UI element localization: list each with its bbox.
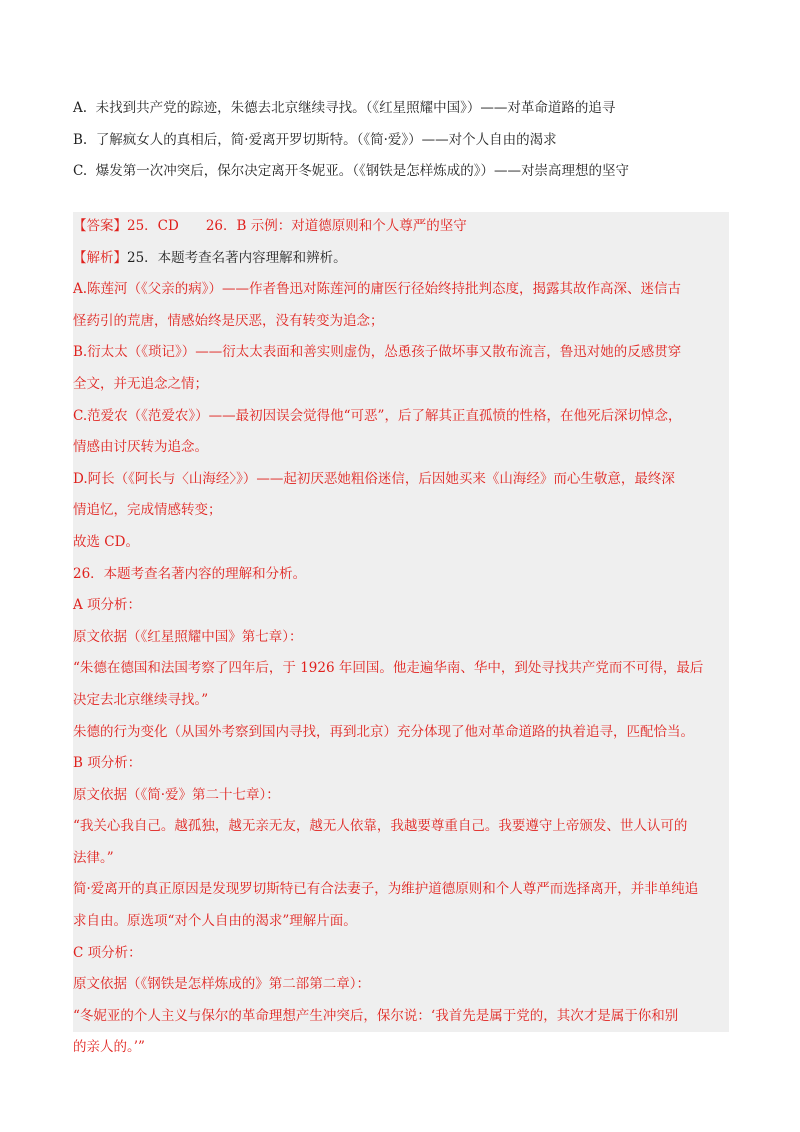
analysis-line: “我关心我自己。越孤独，越无亲无友，越无人依靠，我越要尊重自己。我要遵守上帝颁发、世人认可的 bbox=[73, 818, 688, 835]
analysis-line: “朱德在德国和法国考察了四年后，于 1926 年回国。他走遍华南、华中，到处寻找共产党而不可得，最后 bbox=[73, 660, 704, 677]
analysis-line: C.范爱农（《范爱农》）——最初因误会觉得他“可恶”，后了解其正直孤愤的性格，在他死后深切悼念， bbox=[73, 407, 682, 424]
analysis-line: B 项分析： bbox=[73, 755, 142, 772]
analysis-line: “冬妮亚的个人主义与保尔的革命理想产生冲突后，保尔说：‘我首先是属于党的，其次才是属于你和别 bbox=[73, 1007, 679, 1024]
analysis-line: 怪药引的荒唐，情感始终是厌恶，没有转变为追念； bbox=[73, 312, 384, 329]
question-options bbox=[73, 98, 733, 193]
analysis-line: 决定去北京继续寻找。” bbox=[73, 691, 209, 708]
analysis-line: B.衍太太（《琐记》）——衍太太表面和善实则虚伪，怂恿孩子做坏事又散布流言，鲁迅对她的反感贯穿 bbox=[73, 344, 682, 361]
analysis-intro: 25．本题考查名著内容理解和辨析。 bbox=[127, 249, 347, 266]
analysis-line: 简·爱离开的真正原因是发现罗切斯特已有合法妻子，为维护道德原则和个人尊严而选择离开，并非单纯追 bbox=[73, 881, 699, 898]
analysis-line: 全文，并无追念之情； bbox=[73, 375, 208, 392]
analysis-intro-line bbox=[73, 248, 729, 280]
analysis-line: A 项分析： bbox=[73, 597, 142, 614]
analysis-line: D.阿长（《阿长与〈山海经〉》）——起初厌恶她粗俗迷信，后因她买来《山海经》而心生敬意，最终深 bbox=[73, 470, 675, 487]
analysis-line: C 项分析： bbox=[73, 944, 142, 961]
analysis-line: 的亲人的。’” bbox=[73, 1039, 145, 1056]
analysis-line: 原文依据（《简·爱》第二十七章）： bbox=[73, 786, 280, 803]
analysis-line: A.陈莲河（《父亲的病》）——作者鲁迅对陈莲河的庸医行径始终持批判态度，揭露其故作高深、迷信古 bbox=[73, 281, 682, 298]
analysis-tag: 【解析】 bbox=[73, 249, 127, 266]
answer-analysis-box bbox=[73, 212, 729, 1056]
answer-tag: 【答案】 bbox=[73, 218, 127, 234]
analysis-line: 26．本题考查名著内容的理解和分析。 bbox=[73, 565, 307, 582]
analysis-line: 原文依据（《钢铁是怎样炼成的》第二部第二章）： bbox=[73, 976, 370, 993]
analysis-line: 情追忆，完成情感转变； bbox=[73, 502, 222, 519]
analysis-line: 情感由讨厌转为追念。 bbox=[73, 439, 208, 456]
option-a: A. 未找到共产党的踪迹，朱德去北京继续寻找。（《红星照耀中国》）——对革命道路的追寻 bbox=[73, 100, 616, 116]
option-b: B. 了解疯女人的真相后，简·爱离开罗切斯特。（《简·爱》）——对个人自由的渴求 bbox=[73, 131, 557, 148]
analysis-line: 求自由。原选项“对个人自由的渴求”理解片面。 bbox=[73, 913, 357, 930]
analysis-line: 法律。” bbox=[73, 849, 114, 866]
analysis-line: 原文依据（《红星照耀中国》第七章）： bbox=[73, 628, 303, 645]
option-c: C. 爆发第一次冲突后，保尔决定离开冬妮亚。（《钢铁是怎样炼成的》）——对崇高理想的坚守 bbox=[73, 163, 629, 179]
answer-text: 25．CD 26．B 示例：对道德原则和个人尊严的坚守 bbox=[127, 218, 467, 234]
analysis-line: 故选 CD。 bbox=[73, 533, 139, 550]
analysis-line: 朱德的行为变化（从国外考察到国内寻找，再到北京）充分体现了他对革命道路的执着追寻，匹配恰当。 bbox=[73, 723, 694, 740]
answer-line bbox=[73, 216, 729, 248]
